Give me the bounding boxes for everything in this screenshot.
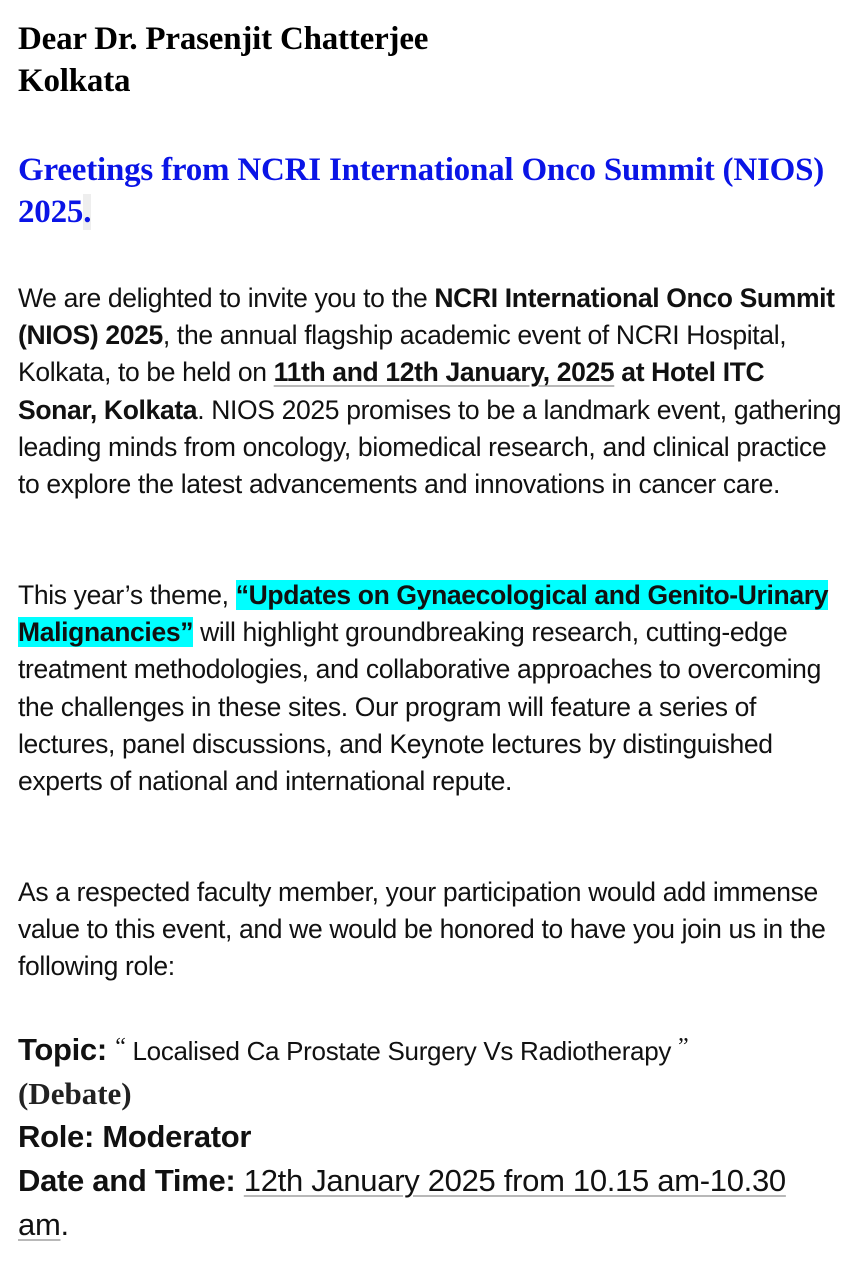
paragraph-text: We are delighted to invite you to the	[18, 283, 435, 313]
session-type: (Debate)	[18, 1076, 132, 1111]
greeting-text: Greetings from NCRI International Onco Summit (NIOS) 2025	[18, 152, 825, 230]
topic-value: Localised Ca Prostate Surgery Vs Radiotherapy	[125, 1036, 678, 1066]
salutation	[18, 18, 428, 102]
topic-line	[18, 1025, 844, 1073]
invitation-paragraph	[18, 280, 844, 503]
datetime-period: .	[60, 1207, 69, 1242]
datetime-label: Date and Time:	[18, 1163, 236, 1198]
topic-label: Topic:	[18, 1032, 107, 1067]
paragraph-text: will highlight groundbreaking research, cutting-edge treatment methodologies, and collaborative approaches to overcoming the challenges in these sites. Our program will feature a series of lectures, panel discussions, and Keynote lectures by distinguished experts of national and international repute.	[18, 617, 821, 797]
recipient-name: Dear Dr. Prasenjit Chatterjee	[18, 21, 429, 57]
theme-highlight: “Updates on Gynaecological and Genito-Urinary Malignancies”	[18, 580, 829, 648]
greeting-heading	[18, 149, 838, 233]
recipient-city: Kolkata	[18, 63, 131, 99]
greeting-period: .	[83, 194, 92, 230]
close-quote: ”	[678, 1034, 689, 1060]
role-request-paragraph: As a respected faculty member, your participation would add immense value to this event, and we would be honored to have you join us in the following role:	[18, 877, 826, 982]
role-label: Role:	[18, 1119, 95, 1154]
paragraph-text: , the annual flagship academic event of NCRI Hospital, Kolkata, to be held on	[18, 320, 787, 388]
event-venue: at Hotel ITC Sonar, Kolkata	[18, 357, 765, 425]
datetime-line	[18, 1159, 844, 1247]
paragraph-text: . NIOS 2025 promises to be a landmark event, gathering leading minds from oncology, biomedical research, and clinical practice to explore the latest advancements and innovations in cancer care.	[18, 394, 842, 500]
session-details	[18, 1025, 844, 1247]
datetime-link[interactable]: 12th January 2025 from 10.15 am-10.30 am	[18, 1163, 786, 1242]
role-line	[18, 1115, 844, 1159]
event-name: NCRI International Onco Summit (NIOS) 2025	[18, 283, 835, 351]
event-date-link[interactable]: 11th and 12th January, 2025	[273, 357, 615, 388]
role-value: Moderator	[94, 1119, 252, 1154]
open-quote: “	[115, 1034, 126, 1060]
theme-paragraph	[18, 577, 844, 800]
paragraph-text: This year’s theme,	[18, 580, 236, 610]
